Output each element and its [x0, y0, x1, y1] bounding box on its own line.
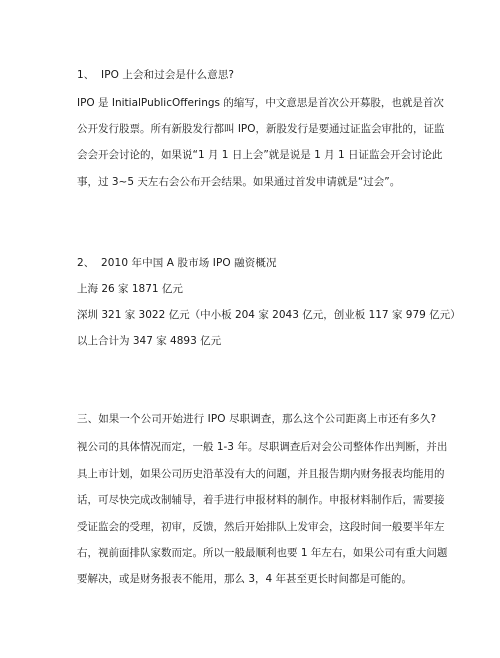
section1-line-1: IPO 是 InitialPublicOfferings 的缩写，中文意思是首次公开募股，也就是首次: [77, 97, 444, 109]
section2-line-3: 以上合计为 347 家 4893 亿元: [77, 335, 222, 347]
section1-number: 1、: [77, 69, 95, 81]
section2-title: 2010 年中国 A 股市场 IPO 融资概况: [101, 257, 277, 269]
section3-line-3: 话，可尽快完成改制辅导，着手进行申报材料的制作。申报材料制作后，需要接: [77, 494, 445, 506]
section3-line-6: 要解决，或是财务报表不能用，那么 3，4 年甚至更长时间都是可能的。: [77, 573, 413, 585]
section3-line-4: 受证监会的受理，初审，反馈，然后开始排队上发审会，这段时间一般要半年左: [77, 521, 445, 533]
section1-line-4: 事，过 3~5 天左右会公布开会结果。如果通过首发申请就是“过会”。: [77, 176, 401, 188]
section1-line-3: 会会开会讨论的，如果说“1 月 1 日上会”就是说是 1 月 1 日证监会开会讨论此: [77, 149, 443, 161]
section2-heading: [77, 256, 277, 270]
section3-line-1: 视公司的具体情况而定，一般 1-3 年。尽职调查后对会公司整体作出判断，并出: [77, 441, 448, 453]
section3-title: 三、如果一个公司开始进行 IPO 尽职调查，那么这个公司距离上市还有多久?: [77, 413, 437, 425]
section1-heading: [77, 68, 234, 82]
section3-line-2: 具上市计划，如果公司历史沿革没有大的问题，并且报告期内财务报表均能用的: [77, 468, 445, 480]
section1-title: IPO 上会和过会是什么意思?: [101, 69, 235, 81]
section2-number: 2、: [77, 257, 95, 269]
section2-line-2: 深圳 321 家 3022 亿元（中小板 204 家 2043 亿元，创业板 117 家 979 亿元）: [77, 309, 461, 321]
section1-line-2: 公开发行股票。所有新股发行都叫 IPO，新股发行是要通过证监会审批的，证监: [77, 123, 445, 135]
section3-line-5: 右，视前面排队家数而定。所以一般最顺利也要 1 年左右，如果公司有重大问题: [77, 547, 448, 559]
section2-line-1: 上海 26 家 1871 亿元: [77, 283, 183, 295]
